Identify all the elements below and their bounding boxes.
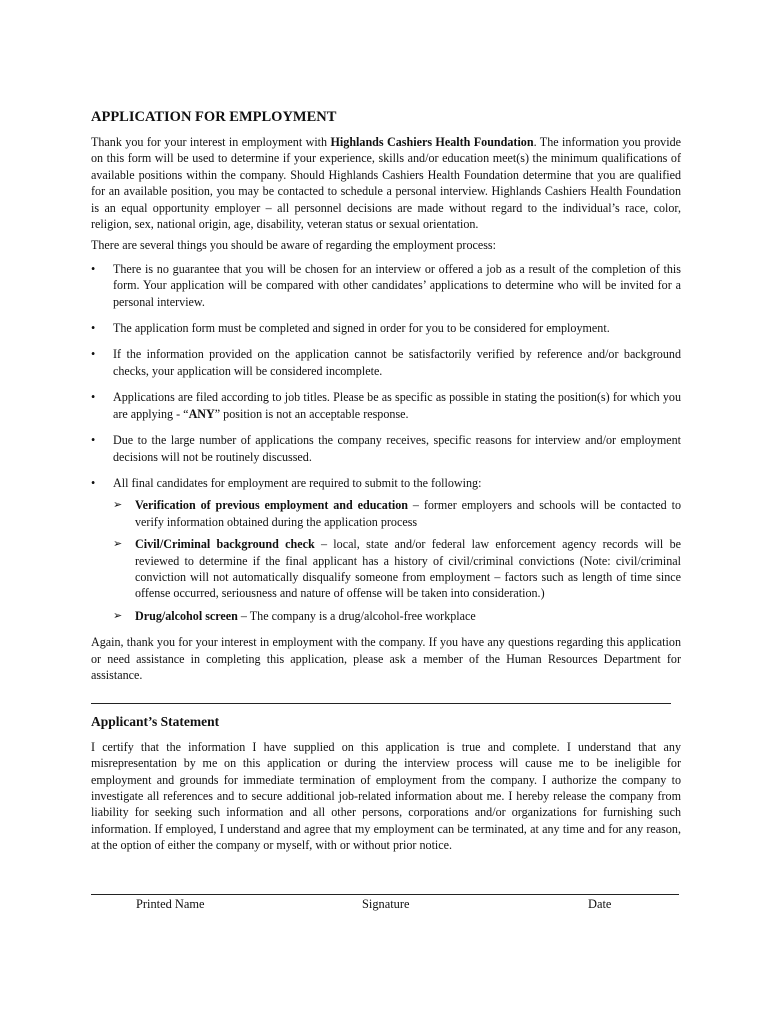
list-item	[91, 320, 681, 336]
application-form	[91, 108, 681, 913]
requirement-item	[113, 497, 681, 530]
arrow-icon: ➢	[113, 609, 123, 622]
bullet-icon: •	[91, 321, 96, 336]
requirement-item	[113, 608, 681, 624]
aware-paragraph: There are several things you should be aware of regarding the employment process:	[91, 238, 496, 253]
requirements-list	[113, 497, 681, 624]
applicant-statement-title: Applicant’s Statement	[91, 714, 220, 730]
signature-labels	[91, 895, 681, 913]
list-item-text: If the information provided on the application cannot be satisfactorily verified by reference and/or background checks, your application will be considered incomplete.	[113, 347, 681, 378]
arrow-icon: ➢	[113, 538, 123, 551]
requirement-text: – The company is a drug/alcohol-free workplace	[237, 608, 476, 623]
applicant-statement-text: I certify that the information I have supplied on this application is true and complete. I understand that any misrepresentation by me on this application or during the interview process will cause me to be ineligible for employment and grounds for immediate termination of employment from the company. I authorize the company to investigate all references and to secure additional job-related information about me. I hereby release the company from liability for seeking such information and all other persons, corporations and/or organizations for furnishing such information. If employed, I understand and agree that my employment can be terminated, at any time and for any reason, at the option of either the company or myself, with or without prior notice.	[91, 739, 681, 853]
bullet-icon: •	[91, 433, 96, 448]
requirement-label: Drug/alcohol screen	[135, 608, 238, 623]
date-label: Date	[588, 896, 612, 911]
bullet-icon: •	[91, 390, 96, 405]
bullet-icon: •	[91, 347, 96, 362]
arrow-icon: ➢	[113, 499, 123, 512]
list-item	[91, 261, 681, 310]
intro-text-start: Thank you for your interest in employment with	[91, 135, 331, 149]
section-divider	[91, 703, 671, 704]
list-item	[91, 475, 681, 624]
requirement-label: Civil/Criminal background check	[135, 537, 315, 552]
list-item-text: Due to the large number of applications the company receives, specific reasons for interview and/or employment decisions will not be routinely discussed.	[113, 433, 681, 464]
list-item-text: Applications are filed according to job titles. Please be as specific as possible in stating the position(s) for which you are applying - “	[113, 390, 681, 421]
requirement-text: – former employers and schools will be contacted to verify information obtained during the application process	[135, 498, 681, 529]
list-item	[91, 432, 681, 465]
list-item	[91, 389, 681, 422]
requirement-item	[113, 536, 681, 602]
page-title: APPLICATION FOR EMPLOYMENT	[91, 109, 337, 125]
bullet-icon: •	[91, 475, 96, 490]
list-item-text: All final candidates for employment are required to submit to the following:	[113, 475, 482, 490]
bullet-icon: •	[91, 261, 96, 276]
signature-label: Signature	[362, 896, 410, 911]
intro-paragraph	[91, 134, 681, 232]
process-bullet-list	[91, 261, 681, 624]
organization-name: Highlands Cashiers Health Foundation	[330, 135, 534, 149]
list-item-text: The application form must be completed and signed in order for you to be considered for employment.	[113, 321, 610, 336]
requirement-text: – local, state and/or federal law enforcement agency records will be reviewed to determine if the final applicant has a history of civil/criminal convictions (Note: civil/criminal conviction will not automatically disqualify someone from employment – factors such as length of time since offense occurred, seriousness and nature of offense will be taken into consideration.)	[135, 537, 681, 601]
list-item-text: There is no guarantee that you will be chosen for an interview or offered a job as a result of the completion of this form. Your application will be compared with other candidates’ applications to determine who will be invited for a personal interview.	[113, 261, 681, 309]
any-emphasis: ANY	[188, 406, 215, 421]
requirement-label: Verification of previous employment and education	[135, 498, 409, 513]
intro-text-end: . The information you provide on this form will be used to determine if your experience, skills and/or education meet(s) the minimum qualifications of available positions within the company. Should Highlands Cashiers Health Foundation determine that you are qualified for an available position, you may be contacted to schedule a personal interview. Highlands Cashiers Health Foundation is an equal opportunity employer – all personnel decisions are made without regard to the individual’s race, color, religion, sex, national origin, age, disability, veteran status or sexual orientation.	[91, 135, 681, 232]
list-item	[91, 346, 681, 379]
printed-name-label: Printed Name	[136, 896, 205, 911]
list-item-text: ” position is not an acceptable response.	[214, 406, 409, 421]
closing-paragraph: Again, thank you for your interest in employment with the company. If you have any questions regarding this application or need assistance in completing this application, please ask a member of the Human Resources Department for assistance.	[91, 635, 681, 682]
